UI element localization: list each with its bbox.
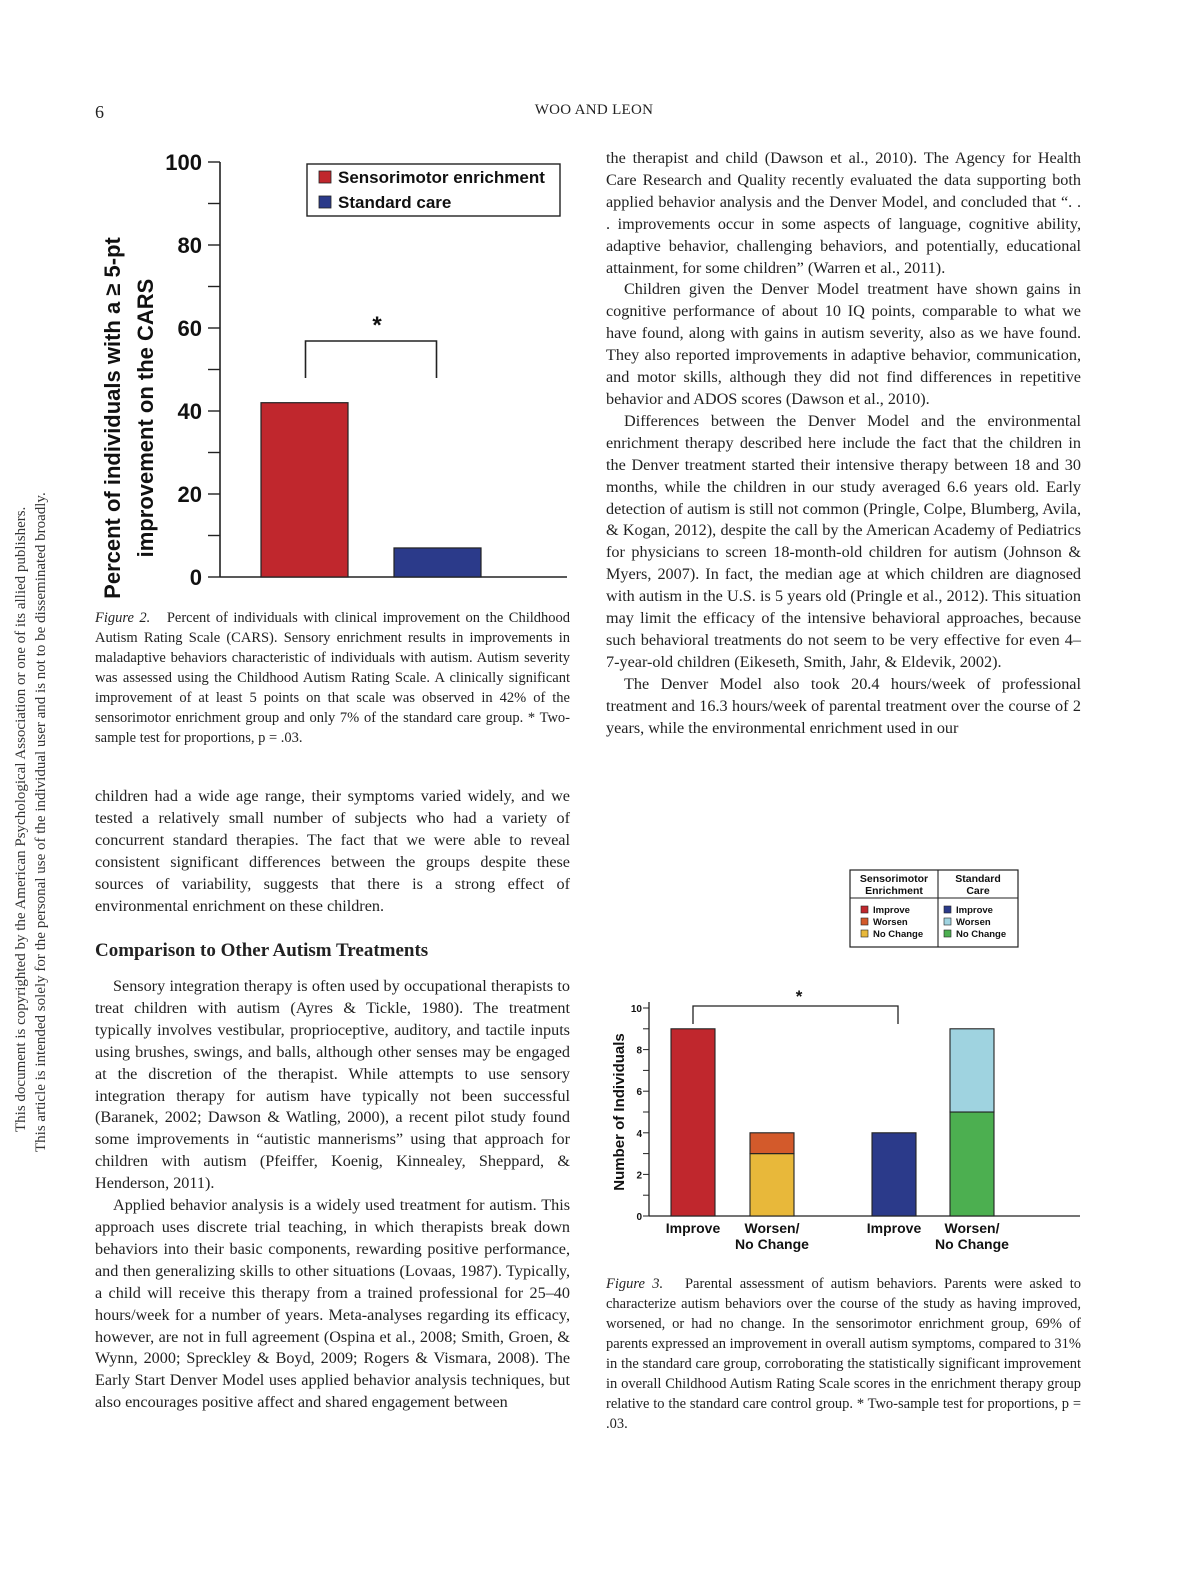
fig2-tick-label: 0 xyxy=(189,565,202,590)
left-paragraph-3: Applied behavior analysis is a widely used treatment for autism. This approach uses discrete trial teaching, in which therapists break down behaviors into their basic components, rewarding positive performance, and then generalizing skills to other situations (Lovaas, 1987). Typically, a child will receive this therapy from a trained professional for 25–40 hours/week for a number of years. Meta-analyses regarding its efficacy, however, are not in full agreement (Ospina et al., 2008; Smith, Groen, & Wynn, 2000; Spreckley & Boyd, 2009; Rogers & Vismara, 2008). The Early Start Denver Model uses applied behavior analysis techniques, but also encourages positive affect and shared engagement between xyxy=(95,1196,570,1412)
fig3-legend-label: No Change xyxy=(956,929,1007,940)
fig3-legend-label: Worsen xyxy=(873,917,908,928)
usage-notice: This article is intended solely for the personal use of the individual user and is not to be disseminated broadly. xyxy=(33,492,49,1152)
right-column xyxy=(606,148,1081,739)
fig3-category-label: Worsen/ xyxy=(744,1220,800,1236)
left-column-top xyxy=(95,786,570,917)
fig3-significance-bracket xyxy=(693,1006,898,1024)
fig2-legend-label: Sensorimotor enrichment xyxy=(338,168,545,187)
fig2-ylabel-line2: improvement on the CARS xyxy=(133,278,158,558)
fig3-tick-label: 10 xyxy=(630,1004,642,1015)
figure3-caption xyxy=(606,1274,1081,1434)
fig2-tick-label: 80 xyxy=(177,233,202,258)
fig3-category-label: No Change xyxy=(935,1236,1009,1252)
fig2-ylabel-line1: Percent of individuals with a ≥ 5-pt xyxy=(100,237,125,599)
fig3-significance-star: * xyxy=(795,987,803,1006)
fig3-tick-label: 0 xyxy=(636,1212,642,1223)
fig3-legend-title: Standard xyxy=(955,873,1001,885)
fig3-category-label: Improve xyxy=(866,1220,922,1236)
fig2-legend-swatch xyxy=(319,196,331,208)
fig3-bar-segment xyxy=(750,1133,794,1154)
copyright-notice: This document is copyrighted by the American Psychological Association or one of its allied publishers. xyxy=(13,506,29,1132)
right-paragraph-3: Differences between the Denver Model and the environmental enrichment therapy described here include the fact that the children in the Denver treatment started their intensive therapy between 18 and 30 months, while the children in our study averaged 6.6 years old. Early detection of autism is still not common (Pringle, Colpe, Blumberg, Avila, & Kogan, 2012), despite the call by the American Academy of Pediatrics for physicians to screen 18-month-old children for autism (Johnson & Myers, 2007). In fact, the median age at which children are diagnosed with autism in the U.S. is 5 years old (Pringle et al., 2012). This situation may limit the efficacy of the intensive behavioral approaches, because such behavioral treatments do not seem to be very effective for even 4–7-year-old children (Eikeseth, Smith, Jahr, & Eldevik, 2002). xyxy=(606,411,1081,671)
fig2-tick-label: 20 xyxy=(177,482,202,507)
fig3-category-label: Worsen/ xyxy=(944,1220,1000,1236)
fig3-legend-title: Sensorimotor xyxy=(859,873,929,885)
fig3-bar-segment xyxy=(671,1029,715,1216)
fig3-legend-title: Care xyxy=(966,885,990,897)
figure3-caption-text: Parental assessment of autism behaviors. Parents were asked to characterize autism behaviors over the course of the study as having improved, worsened, or had no change. In the sensorimotor enrichment group, 69% of parents expressed an improvement in overall autism symptoms, compared to 31% in the standard care group, corroborating the statistically significant improvement in overall Childhood Autism Rating Scale scores in the enrichment therapy group relative to the standard care control group. * Two-sample test for proportions, p = .03. xyxy=(606,1276,1081,1432)
fig3-legend-swatch xyxy=(861,906,868,913)
fig3-legend-label: Improve xyxy=(873,905,910,916)
running-head: WOO AND LEON xyxy=(534,102,654,118)
fig2-tick-label: 60 xyxy=(177,316,202,341)
fig3-tick-label: 4 xyxy=(636,1128,642,1140)
fig2-tick-label: 100 xyxy=(165,150,202,175)
right-paragraph-1: the therapist and child (Dawson et al., 2010). The Agency for Health Care Research and Quality recently evaluated the data supporting both applied behavior analysis and the Denver Model, and concluded that “. . . improvements occur in some aspects of language, cognitive ability, adaptive behavior, challenging behaviors, and potentially, educational attainment, for some children” (Warren et al., 2011). xyxy=(606,149,1081,277)
fig3-legend-swatch xyxy=(861,918,868,925)
fig3-legend-swatch xyxy=(944,906,951,913)
fig3-tick-label: 2 xyxy=(636,1170,642,1182)
fig3-legend-label: Improve xyxy=(956,905,993,916)
right-paragraph-2: Children given the Denver Model treatment have shown gains in cognitive performance of about 10 IQ points, comparable to what we have found, along with gains in autism severity, also as we have found. They also reported improvements in adaptive behavior, communication, and motor skills, although they did not find differences in repetitive behavior and ADOS scores (Dawson et al., 2010). xyxy=(606,280,1081,408)
fig3-legend-swatch xyxy=(861,930,868,937)
fig2-bar xyxy=(261,403,348,577)
fig3-legend-label: No Change xyxy=(873,929,924,940)
fig3-bar-segment xyxy=(950,1112,994,1216)
fig3-tick-label: 8 xyxy=(636,1045,642,1057)
section-heading: Comparison to Other Autism Treatments xyxy=(95,940,429,961)
fig3-category-label: Improve xyxy=(665,1220,721,1236)
fig2-bar xyxy=(394,548,481,577)
left-paragraph-2: Sensory integration therapy is often used by occupational therapists to treat children with autism (Ayres & Tickle, 1980). The treatment typically involves vestibular, proprioceptive, auditory, and tactile inputs using brushes, swings, and balls, although other senses may be engaged at the discretion of the therapist. While attempts to use sensory integration therapy for autism have typically not been successful (Baranek, 2002; Dawson & Watling, 2000), a recent pilot study found some improvements in “autistic mannerisms” using that approach for children with autism (Pfeiffer, Koenig, Kinnealey, Sheppard, & Henderson, 2011). xyxy=(95,977,570,1193)
figure2-caption-label: Figure 2. xyxy=(95,610,151,626)
figure2-caption-text: Percent of individuals with clinical improvement on the Childhood Autism Rating Scale (CARS). Sensory enrichment results in improvements in maladaptive behaviors characteristic of individuals with autism. Autism severity was assessed using the Childhood Autism Rating Scale. A clinically significant improvement of at least 5 points on that scale was observed in 42% of the sensorimotor enrichment group and only 7% of the standard care group. * Two-sample test for proportions, p = .03. xyxy=(95,610,570,746)
left-column-bottom xyxy=(95,976,570,1414)
left-paragraph-1: children had a wide age range, their symptoms varied widely, and we tested a relatively small number of subjects who had a variety of concurrent standard therapies. The fact that we were able to reveal consistent significant differences between the groups despite these sources of variability, suggests that there is a strong effect of environmental enrichment on these children. xyxy=(95,787,570,915)
figure2-caption xyxy=(95,608,570,748)
page-number: 6 xyxy=(95,102,104,122)
fig3-legend-swatch xyxy=(944,930,951,937)
figure3-caption-label: Figure 3. xyxy=(606,1276,664,1292)
right-paragraph-4: The Denver Model also took 20.4 hours/week of professional treatment and 16.3 hours/week of parental treatment over the course of 2 years, while the environmental enrichment used in our xyxy=(606,674,1081,737)
fig3-legend-swatch xyxy=(944,918,951,925)
fig3-bar-segment xyxy=(950,1029,994,1112)
figure3-chart xyxy=(606,862,1086,1262)
fig3-category-label: No Change xyxy=(735,1236,809,1252)
fig2-significance-bracket xyxy=(306,341,437,378)
fig3-ylabel: Number of Individuals xyxy=(611,1033,628,1191)
fig3-bar-segment xyxy=(872,1133,916,1216)
fig3-tick-label: 6 xyxy=(636,1087,642,1099)
fig3-bar-segment xyxy=(750,1154,794,1216)
fig2-legend-swatch xyxy=(319,171,331,183)
fig3-legend-label: Worsen xyxy=(956,917,991,928)
fig3-legend-title: Enrichment xyxy=(865,885,923,897)
figure2-chart xyxy=(95,140,585,600)
fig2-significance-star: * xyxy=(372,312,382,339)
fig2-legend-label: Standard care xyxy=(338,193,452,212)
fig2-tick-label: 40 xyxy=(177,399,202,424)
